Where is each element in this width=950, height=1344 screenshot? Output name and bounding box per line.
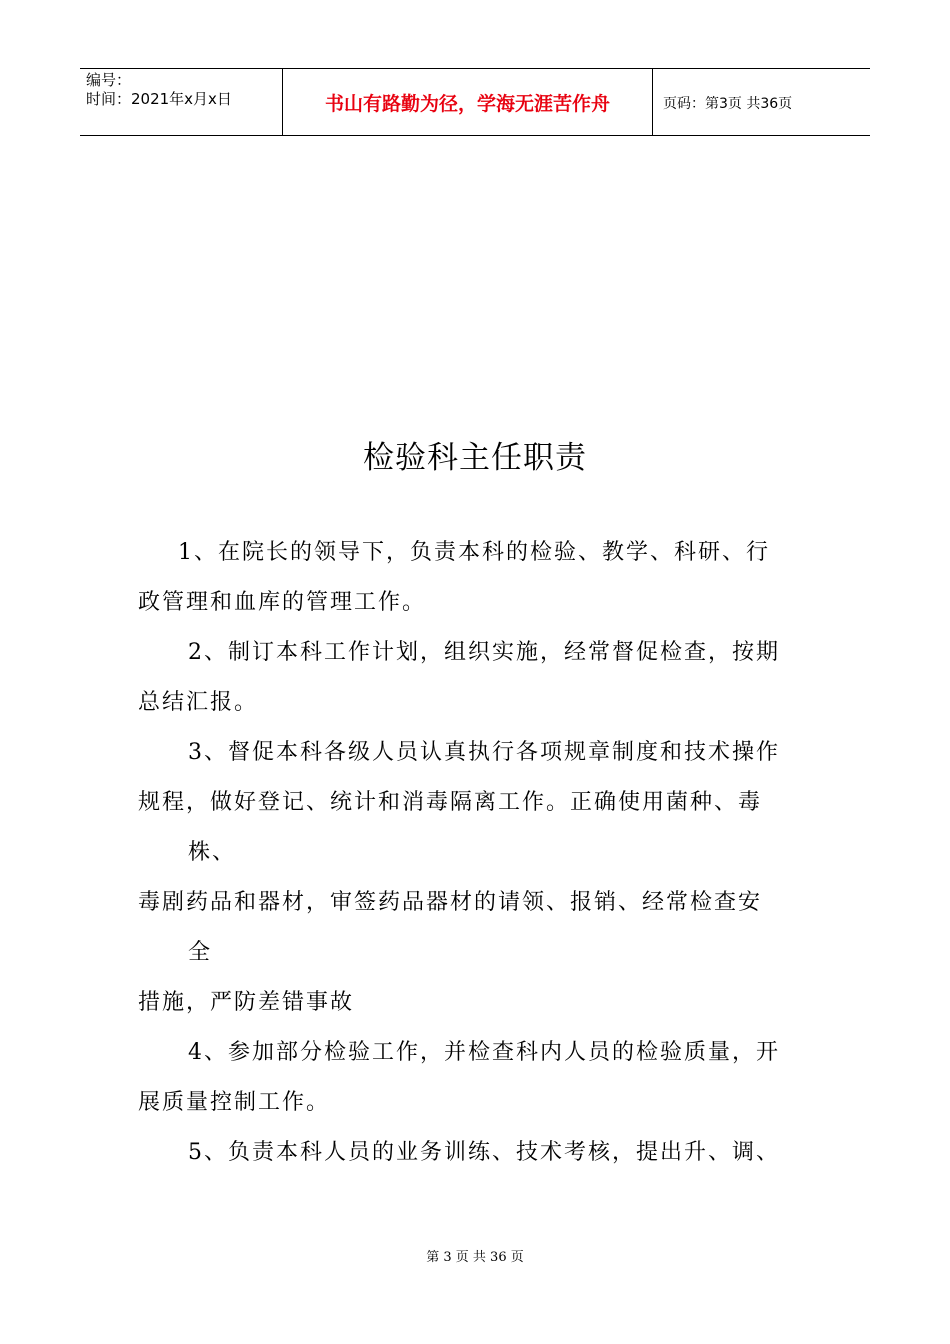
body-line: 2、制订本科工作计划，组织实施，经常督促检查，按期 [188,640,780,665]
body-line: 4、参加部分检验工作，并检查科内人员的检验质量，开 [188,1040,780,1065]
header-motto: 书山有路勤为径，学海无涯苦作舟 [282,69,653,136]
number-label: 编号： [86,71,132,89]
body-line: 全 [188,940,213,965]
body-line: 措施，严防差错事故 [138,990,355,1015]
body-line: 3、督促本科各级人员认真执行各项规章制度和技术操作 [188,740,780,765]
body-line: 政管理和血库的管理工作。 [138,590,427,615]
body-line: 株、 [188,840,237,865]
body-line: 规程，做好登记、统计和消毒隔离工作。正确使用菌种、毒 [138,790,763,815]
body-line: 展质量控制工作。 [138,1090,331,1115]
page-footer: 第 3 页 共 36 页 [426,1250,524,1265]
document-title: 检验科主任职责 [363,440,587,476]
header-page-info: 页码：第3页 共36页 [663,95,793,112]
page-header [80,68,870,136]
time-label: 时间：2021年x月x日 [86,90,232,108]
header-meta [80,69,282,136]
body-line: 5、负责本科人员的业务训练、技术考核，提出升、调、 [188,1140,780,1165]
body-line: 1、在院长的领导下，负责本科的检验、教学、科研、行 [178,540,770,565]
body-line: 毒剧药品和器材，审签药品器材的请领、报销、经常检查安 [138,890,763,915]
body-line: 总结汇报。 [138,690,259,715]
document-body [138,528,818,1178]
